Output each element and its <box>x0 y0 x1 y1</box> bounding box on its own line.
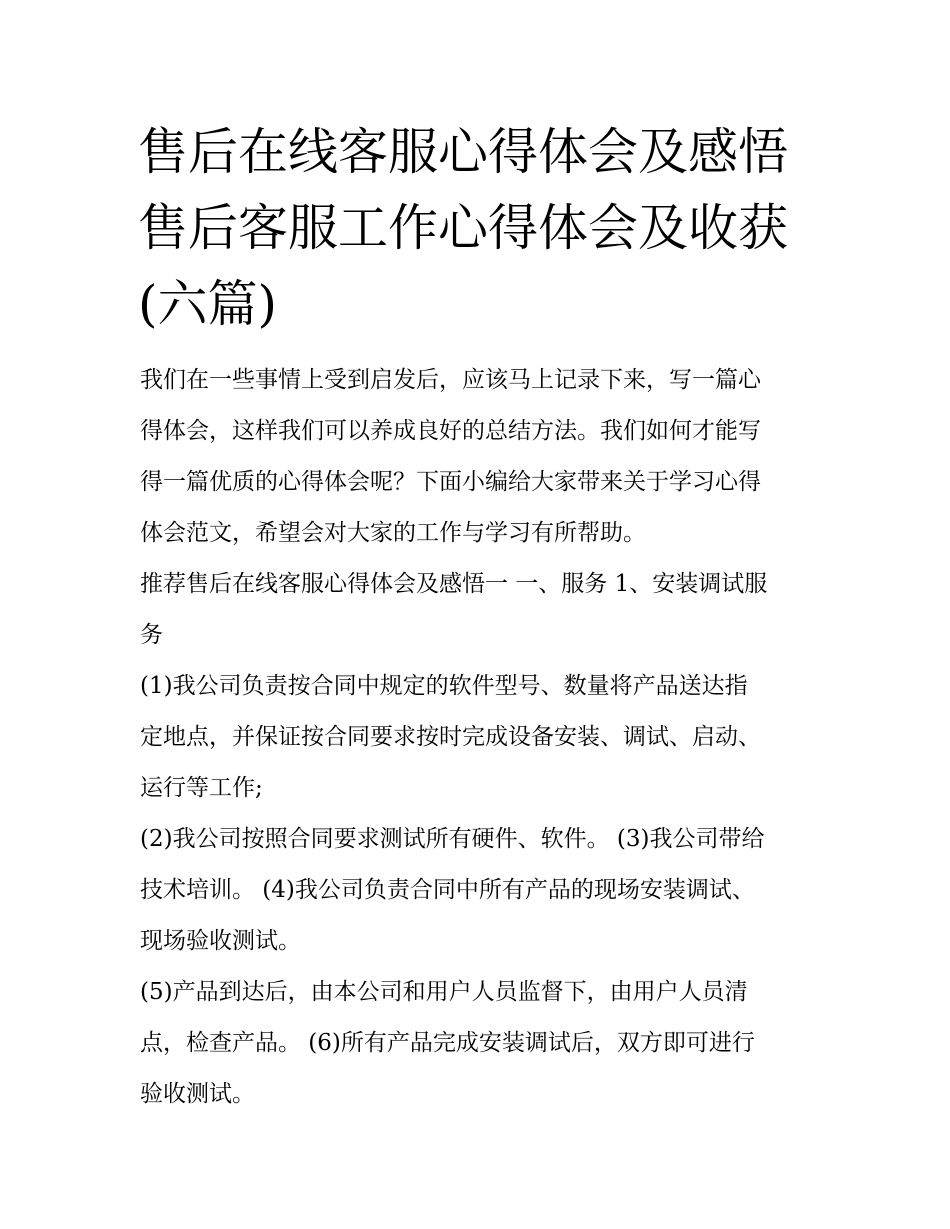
title-line: 售后客服工作心得体会及收获 <box>138 199 788 257</box>
text-line: 推荐售后在线客服心得体会及感悟一 一、服务 1、安装调试服 <box>140 571 768 597</box>
section-heading-paragraph <box>140 559 830 661</box>
text-line: 得体会，这样我们可以养成良好的总结方法。我们如何才能写 <box>140 418 761 444</box>
text-line: 我们在一些事情上受到启发后，应该马上记录下来，写一篇心 <box>140 367 761 393</box>
text-line: 得一篇优质的心得体会呢？下面小编给大家带来关于学习心得 <box>140 469 761 495</box>
text-line: 验收测试。 <box>140 1081 255 1107</box>
list-paragraph-1 <box>140 661 830 814</box>
text-line: (2)我公司按照合同要求测试所有硬件、软件。 (3)我公司带给 <box>140 826 765 852</box>
list-paragraph-3 <box>140 967 830 1120</box>
intro-paragraph <box>140 355 830 559</box>
list-paragraph-2 <box>140 814 830 967</box>
text-line: (1)我公司负责按合同中规定的软件型号、数量将产品送达指 <box>140 673 748 699</box>
text-line: 定地点，并保证按合同要求按时完成设备安装、调试、启动、 <box>140 724 761 750</box>
title-line: (六篇) <box>138 275 278 333</box>
text-line: 运行等工作; <box>140 775 263 801</box>
text-line: 点，检查产品。 (6)所有产品完成安装调试后，双方即可进行 <box>140 1030 755 1056</box>
text-line: (5)产品到达后，由本公司和用户人员监督下，由用户人员清 <box>140 979 748 1005</box>
text-line: 务 <box>140 622 163 648</box>
text-line: 体会范文，希望会对大家的工作与学习有所帮助。 <box>140 520 646 546</box>
document-title <box>138 114 838 342</box>
text-line: 技术培训。 (4)我公司负责合同中所有产品的现场安装调试、 <box>140 877 755 903</box>
text-line: 现场验收测试。 <box>140 928 301 954</box>
title-line: 售后在线客服心得体会及感悟 <box>138 123 788 181</box>
document-body <box>140 355 830 1120</box>
